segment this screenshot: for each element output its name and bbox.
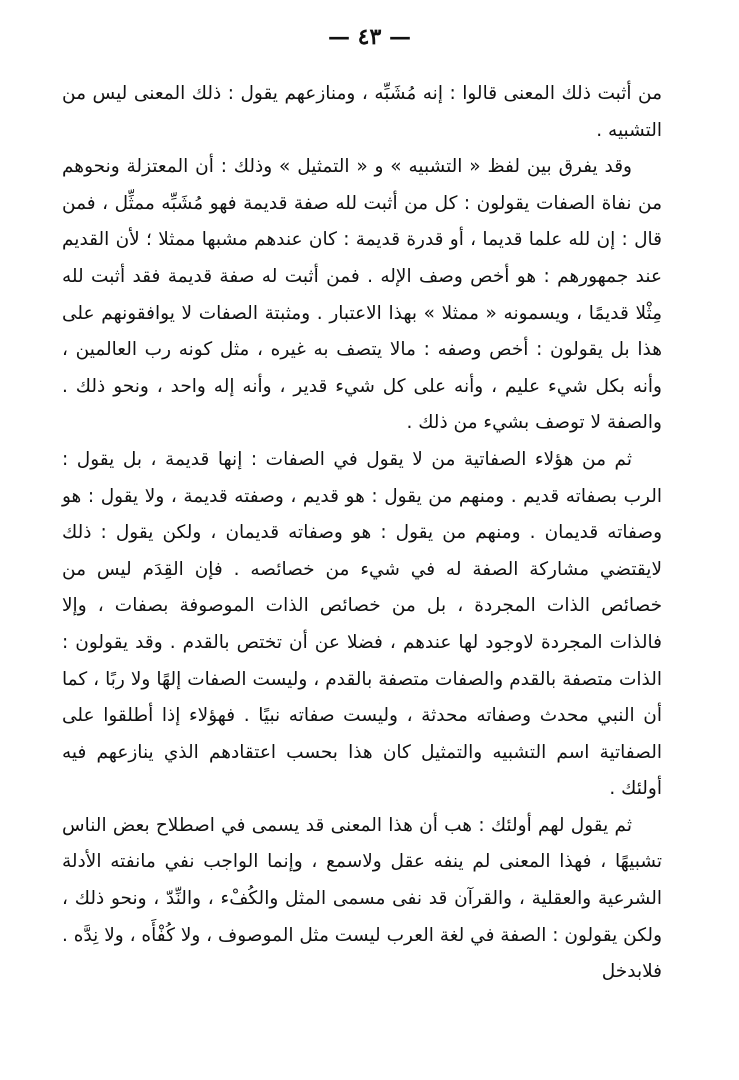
page-body <box>62 76 662 991</box>
paragraph-2: وقد يفرق بين لفظ « التشبيه » و « التمثيل » وذلك : أن المعتزلة ونحوهم من نفاة الصفات يقولون : كل من أثبت لله صفة قديمة فهو مُشَبِّه ممثِّل ، فمن قال : إن لله علما قديما ، أو قدرة قديمة : كان عندهم مشبها ممثلا ؛ لأن القديم عند جمهورهم : هو أخص وصف الإله . فمن أثبت له صفة قديمة فقد أثبت لله مِثْلا قديمًا ، ويسمونه « ممثلا » بهذا الاعتبار . ومثبتة الصفات لا يوافقونهم على هذا بل يقولون : أخص وصفه : مالا يتصف به غيره ، مثل كونه رب العالمين ، وأنه بكل شيء عليم ، وأنه على كل شيء قدير ، وأنه إله واحد ، ونحو ذلك . والصفة لا توصف بشيء من ذلك . <box>62 156 662 434</box>
page-number: — ٤٣ — <box>328 24 411 50</box>
paragraph-3: ثم من هؤلاء الصفاتية من لا يقول في الصفات : إنها قديمة ، بل يقول : الرب بصفاته قديم . ومنهم من يقول : هو قديم ، وصفته قديمة ، ولا يقول : هو وصفاته قديمان . ومنهم من يقول : هو وصفاته قديمان ، ولكن يقول : ذلك لايقتضي مشاركة الصفة له في شيء من خصائصه . فإن القِدَم ليس من خصائص الذات المجردة ، بل من خصائص الذات الموصوفة بصفات ، وإلا فالذات المجردة لاوجود لها عندهم ، فضلا عن أن تختص بالقدم . وقد يقولون : الذات متصفة بالقدم والصفات متصفة بالقدم ، وليست الصفات إلهًا ولا ربًا ، كما أن النبي محدث وصفاته محدثة ، وليست صفاته نبيًا . فهؤلاء إذا أطلقوا على الصفاتية اسم التشبيه والتمثيل كان هذا بحسب اعتقادهم الذي ينازعهم فيه أولئك . <box>62 448 662 800</box>
paragraph-1: من أثبت ذلك المعنى قالوا : إنه مُشَبِّه ، ومنازعهم يقول : ذلك المعنى ليس من التشبيه . <box>62 83 662 141</box>
paragraph-4: ثم يقول لهم أولئك : هب أن هذا المعنى قد يسمى في اصطلاح بعض الناس تشبيهًا ، فهذا المعنى لم ينفه عقل ولاسمع ، وإنما الواجب نفي مانفته الأدلة الشرعية والعقلية ، والقرآن قد نفى مسمى المثل والكُفْء ، والنِّدّ ، ونحو ذلك ، ولكن يقولون : الصفة في لغة العرب ليست مثل الموصوف ، ولا كُفْأَه ، ولا نِدَّه . فلابدخل <box>62 814 662 983</box>
